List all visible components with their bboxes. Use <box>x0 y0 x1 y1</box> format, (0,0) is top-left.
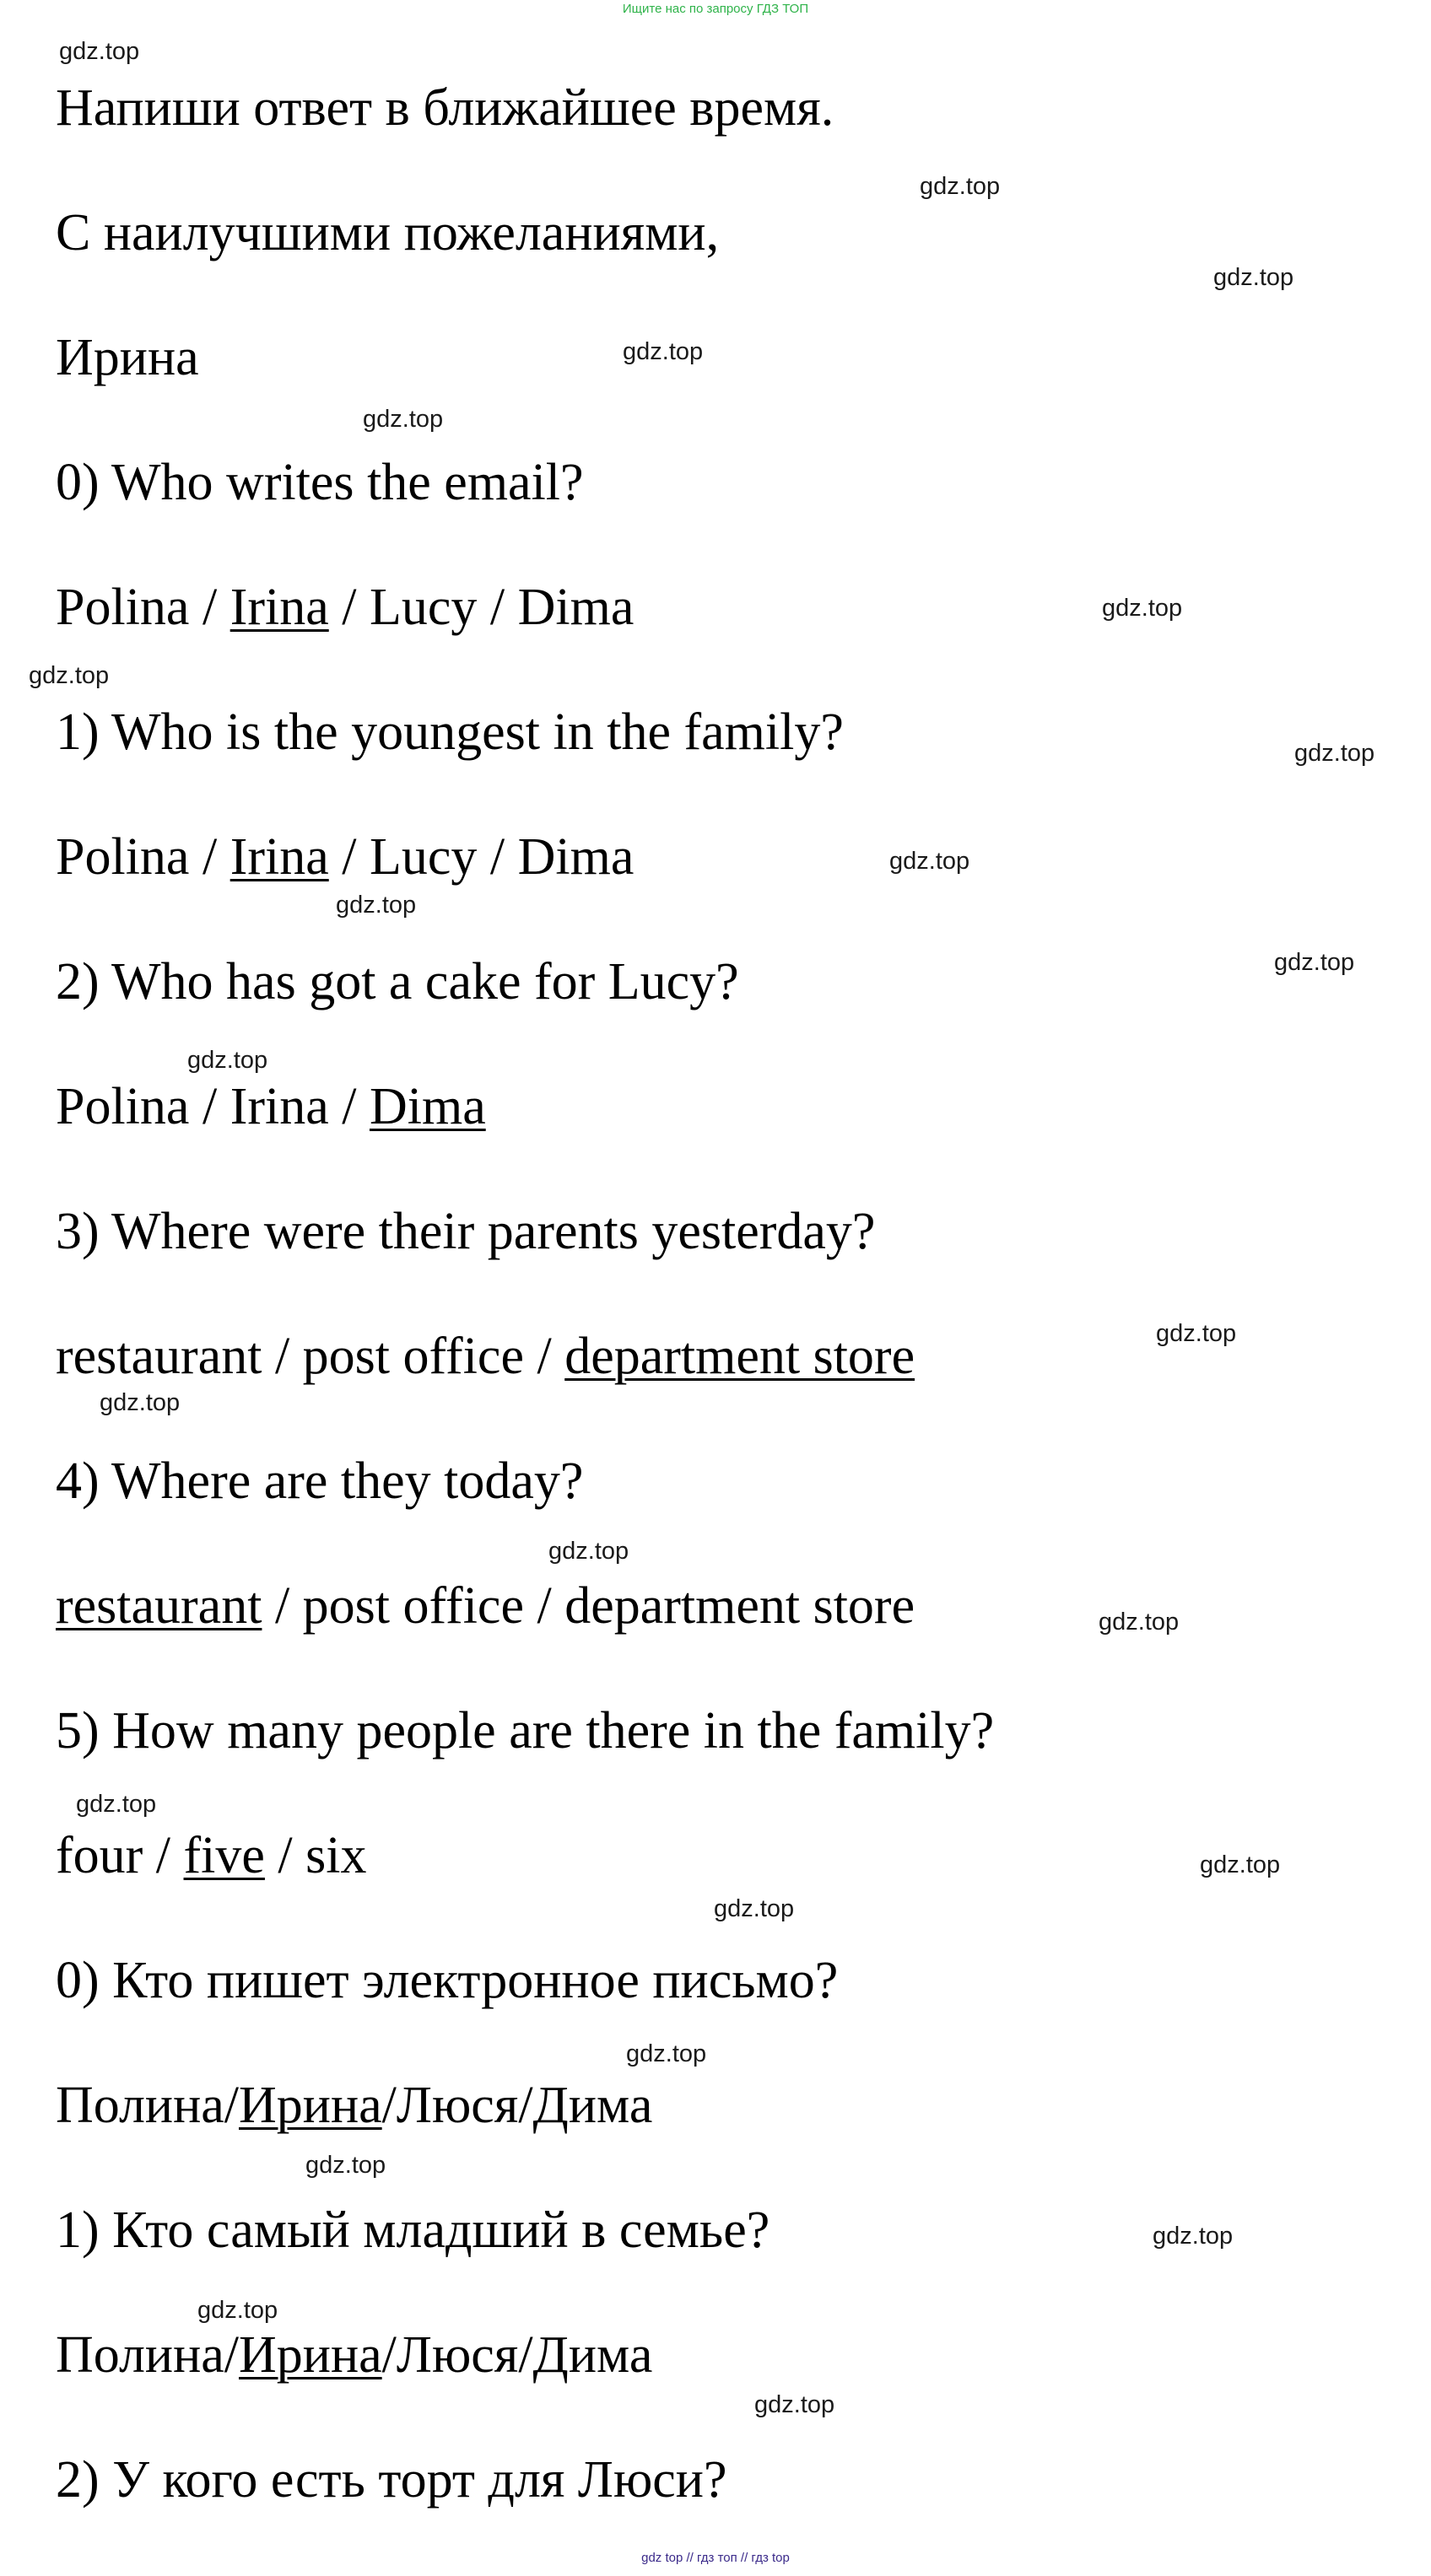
watermark: gdz.top <box>1102 595 1183 622</box>
option-correct: department store <box>564 1328 915 1385</box>
option-separator: / <box>224 2077 240 2134</box>
watermark: gdz.top <box>76 1791 157 1818</box>
option-correct: five <box>183 1827 265 1884</box>
option-separator: / <box>523 1328 565 1385</box>
question-en-5: 5) How many people are there in the family? <box>56 1702 995 1760</box>
option-separator: / <box>262 1577 303 1635</box>
options-en-5 <box>56 1825 367 1886</box>
watermark: gdz.top <box>623 338 704 365</box>
top-banner: Ищите нас по запросу ГДЗ ТОП <box>622 2 809 16</box>
watermark: gdz.top <box>889 848 970 875</box>
watermark: gdz.top <box>100 1389 181 1416</box>
option-separator: / <box>477 579 518 636</box>
option-correct: Irina <box>230 828 329 886</box>
watermark: gdz.top <box>29 662 110 689</box>
option-separator: / <box>328 1078 370 1135</box>
option: Люся <box>396 2326 519 2384</box>
watermark: gdz.top <box>754 2391 835 2418</box>
watermark: gdz.top <box>1274 949 1355 976</box>
option-correct: Dima <box>369 1078 486 1135</box>
watermark: gdz.top <box>920 173 1001 200</box>
question-ru-2: 2) У кого есть торт для Люси? <box>56 2451 727 2509</box>
watermark: gdz.top <box>1156 1320 1237 1347</box>
option-separator: / <box>262 1328 303 1385</box>
question-en-2: 2) Who has got a cake for Lucy? <box>56 953 739 1010</box>
option-correct: Ирина <box>239 2326 382 2384</box>
option: Люся <box>396 2077 519 2134</box>
option: restaurant <box>56 1328 262 1385</box>
option: Irina <box>230 1078 329 1135</box>
question-en-4: 4) Where are they today? <box>56 1452 584 1510</box>
watermark: gdz.top <box>1294 740 1375 767</box>
watermark: gdz.top <box>626 2040 707 2067</box>
option-separator: / <box>224 2326 240 2384</box>
options-en-3 <box>56 1326 915 1387</box>
option: Polina <box>56 1078 190 1135</box>
option-separator: / <box>381 2077 397 2134</box>
question-en-1: 1) Who is the youngest in the family? <box>56 703 844 761</box>
options-ru-0 <box>56 2075 652 2136</box>
option-separator: / <box>328 579 370 636</box>
option-separator: / <box>143 1827 184 1884</box>
option: Dima <box>517 579 634 636</box>
option-correct: Irina <box>230 579 329 636</box>
option: Polina <box>56 828 190 886</box>
option-separator: / <box>189 828 230 886</box>
watermark: gdz.top <box>336 892 417 919</box>
bottom-banner: gdz top // гдз топ // гдз top <box>641 2551 790 2565</box>
option: Dima <box>517 828 634 886</box>
option: Lucy <box>369 828 478 886</box>
option-separator: / <box>189 1078 230 1135</box>
options-en-2 <box>56 1076 486 1137</box>
options-en-0 <box>56 577 634 638</box>
watermark: gdz.top <box>305 2152 386 2179</box>
closing-request: Напиши ответ в ближайшее время. <box>56 79 834 137</box>
signature: Ирина <box>56 329 199 386</box>
option: six <box>305 1827 367 1884</box>
watermark: gdz.top <box>714 1895 795 1922</box>
option: Lucy <box>369 579 478 636</box>
option-separator: / <box>518 2326 533 2384</box>
regards-line: С наилучшими пожеланиями, <box>56 204 720 261</box>
option: Полина <box>56 2326 224 2384</box>
option: post office <box>302 1328 524 1385</box>
option-separator: / <box>523 1577 565 1635</box>
option-separator: / <box>328 828 370 886</box>
watermark: gdz.top <box>1213 264 1294 291</box>
watermark: gdz.top <box>187 1047 268 1074</box>
watermark: gdz.top <box>1200 1851 1281 1878</box>
option: department store <box>564 1577 915 1635</box>
question-en-3: 3) Where were their parents yesterday? <box>56 1203 876 1260</box>
options-en-4 <box>56 1576 915 1636</box>
option: Дима <box>532 2077 653 2134</box>
option-separator: / <box>264 1827 306 1884</box>
watermark: gdz.top <box>59 38 140 65</box>
option: Polina <box>56 579 190 636</box>
option-separator: / <box>477 828 518 886</box>
option-correct: Ирина <box>239 2077 382 2134</box>
question-ru-0: 0) Кто пишет электронное письмо? <box>56 1952 839 2009</box>
option-correct: restaurant <box>56 1577 262 1635</box>
option-separator: / <box>381 2326 397 2384</box>
option: Дима <box>532 2326 653 2384</box>
option: four <box>56 1827 143 1884</box>
question-ru-1: 1) Кто самый младший в семье? <box>56 2201 770 2259</box>
option: Полина <box>56 2077 224 2134</box>
option-separator: / <box>518 2077 533 2134</box>
option: post office <box>302 1577 524 1635</box>
question-en-0: 0) Who writes the email? <box>56 454 584 511</box>
watermark: gdz.top <box>1153 2223 1234 2250</box>
watermark: gdz.top <box>548 1538 629 1565</box>
watermark: gdz.top <box>363 406 444 433</box>
options-ru-1 <box>56 2325 652 2385</box>
options-en-1 <box>56 827 634 887</box>
option-separator: / <box>189 579 230 636</box>
watermark: gdz.top <box>1099 1609 1180 1636</box>
watermark: gdz.top <box>197 2297 278 2324</box>
